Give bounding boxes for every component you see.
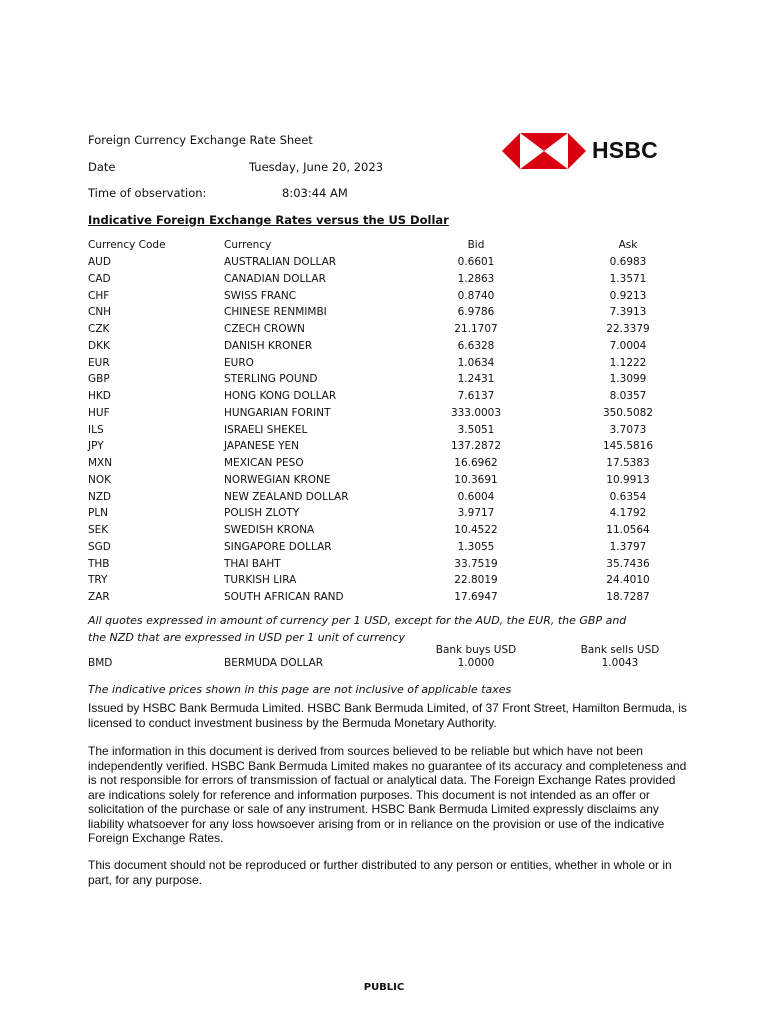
currency-code-cell: ZAR bbox=[88, 591, 110, 604]
currency-name-cell: HUNGARIAN FORINT bbox=[224, 406, 331, 419]
table-row bbox=[88, 539, 688, 556]
bid-cell: 10.4522 bbox=[454, 524, 498, 537]
currency-code-cell: ILS bbox=[88, 423, 104, 436]
bid-cell: 333.0003 bbox=[450, 406, 502, 419]
column-gap bbox=[528, 405, 568, 422]
bid-cell: 6.9786 bbox=[457, 306, 495, 319]
bid-cell: 0.6004 bbox=[457, 490, 495, 503]
quote-note-line-2: the NZD that are expressed in USD per 1 unit of currency bbox=[88, 631, 405, 644]
currency-code-cell: AUD bbox=[88, 256, 111, 269]
currency-code-cell: SGD bbox=[88, 540, 111, 553]
bid-cell: 3.9717 bbox=[457, 507, 495, 520]
currency-code-cell: TRY bbox=[88, 574, 108, 587]
column-gap bbox=[528, 589, 568, 606]
hsbc-logo bbox=[502, 133, 662, 169]
currency-code-cell: HUF bbox=[88, 406, 110, 419]
tax-note: The indicative prices shown in this page are not inclusive of applicable taxes bbox=[88, 683, 512, 696]
currency-code-cell: NOK bbox=[88, 473, 112, 486]
ask-cell: 4.1792 bbox=[609, 507, 647, 520]
bid-cell: 6.6328 bbox=[457, 339, 495, 352]
bid-cell: 0.8740 bbox=[457, 289, 495, 302]
table-row bbox=[88, 287, 688, 304]
currency-code-cell: GBP bbox=[88, 373, 110, 386]
bid-cell: 137.2872 bbox=[450, 440, 502, 453]
currency-name-cell: POLISH ZLOTY bbox=[224, 507, 300, 520]
bank-sells-header: Bank sells USD bbox=[580, 644, 660, 656]
column-gap bbox=[528, 488, 568, 505]
currency-name-cell: DANISH KRONER bbox=[224, 339, 313, 352]
ask-cell: 0.9213 bbox=[609, 289, 647, 302]
bid-cell: 33.7519 bbox=[454, 557, 498, 570]
currency-code-cell: CZK bbox=[88, 323, 110, 336]
issued-by-paragraph: Issued by HSBC Bank Bermuda Limited. HSBC Bank Bermuda Limited, of 37 Front Street, Hamilton Bermuda, is licensed to conduct investment business by the Bermuda Monetary Authority. bbox=[88, 701, 687, 730]
table-row bbox=[88, 455, 688, 472]
ask-cell: 7.0004 bbox=[609, 339, 647, 352]
bid-cell: 16.6962 bbox=[454, 457, 498, 470]
currency-code-cell: MXN bbox=[88, 457, 113, 470]
bid-cell: 3.5051 bbox=[457, 423, 495, 436]
column-gap bbox=[528, 438, 568, 455]
bid-cell: 17.6947 bbox=[454, 591, 498, 604]
currency-name-cell: ISRAELI SHEKEL bbox=[224, 423, 308, 436]
bid-cell: 22.8019 bbox=[454, 574, 498, 587]
bid-cell: 1.3055 bbox=[457, 540, 495, 553]
column-gap bbox=[528, 237, 568, 254]
column-gap bbox=[528, 388, 568, 405]
table-row bbox=[88, 338, 688, 355]
time-label: Time of observation: bbox=[88, 186, 207, 200]
hsbc-logo-text: HSBC bbox=[592, 137, 658, 163]
bid-cell: 21.1707 bbox=[454, 323, 498, 336]
header-ask: Ask bbox=[618, 239, 638, 252]
ask-cell: 1.1222 bbox=[609, 356, 647, 369]
column-gap bbox=[528, 455, 568, 472]
currency-code-cell: NZD bbox=[88, 490, 112, 503]
currency-name-cell: CHINESE RENMIMBI bbox=[224, 306, 327, 319]
table-row bbox=[88, 472, 688, 489]
currency-name-cell: TURKISH LIRA bbox=[224, 574, 297, 587]
currency-code-cell: DKK bbox=[88, 339, 110, 352]
currency-name-cell: SOUTH AFRICAN RAND bbox=[224, 591, 344, 604]
table-row bbox=[88, 505, 688, 522]
table-row bbox=[88, 354, 688, 371]
currency-code-cell: EUR bbox=[88, 356, 110, 369]
ask-cell: 7.3913 bbox=[609, 306, 647, 319]
classification-footer: PUBLIC bbox=[363, 982, 405, 993]
quote-note-line-1: All quotes expressed in amount of currency per 1 USD, except for the AUD, the EUR, the GBP and bbox=[88, 614, 627, 627]
table-row bbox=[88, 271, 688, 288]
header-bid: Bid bbox=[467, 239, 485, 252]
column-gap bbox=[528, 522, 568, 539]
table-row bbox=[88, 438, 688, 455]
ask-cell: 18.7287 bbox=[606, 591, 650, 604]
ask-cell: 24.4010 bbox=[606, 574, 650, 587]
table-row bbox=[88, 405, 688, 422]
ask-cell: 10.9913 bbox=[606, 473, 650, 486]
currency-code-cell: JPY bbox=[88, 440, 104, 453]
column-gap bbox=[528, 505, 568, 522]
column-gap bbox=[528, 371, 568, 388]
currency-code-cell: CAD bbox=[88, 272, 111, 285]
bid-cell: 7.6137 bbox=[457, 390, 495, 403]
currency-code-cell: SEK bbox=[88, 524, 109, 537]
table-row bbox=[88, 371, 688, 388]
ask-cell: 35.7436 bbox=[606, 557, 650, 570]
ask-cell: 22.3379 bbox=[606, 323, 650, 336]
table-row bbox=[88, 589, 688, 606]
bmd-code: BMD bbox=[88, 657, 113, 669]
date-value: Tuesday, June 20, 2023 bbox=[249, 160, 384, 174]
time-value: 8:03:44 AM bbox=[282, 186, 348, 200]
column-gap bbox=[528, 472, 568, 489]
currency-name-cell: NORWEGIAN KRONE bbox=[224, 473, 331, 486]
table-row bbox=[88, 388, 688, 405]
ask-cell: 350.5082 bbox=[602, 406, 654, 419]
table-row bbox=[88, 555, 688, 572]
currency-code-cell: PLN bbox=[88, 507, 109, 520]
column-gap bbox=[528, 338, 568, 355]
column-gap bbox=[528, 354, 568, 371]
ask-cell: 17.5383 bbox=[606, 457, 650, 470]
ask-cell: 0.6354 bbox=[609, 490, 647, 503]
currency-code-cell: CHF bbox=[88, 289, 110, 302]
currency-code-cell: THB bbox=[88, 557, 110, 570]
table-row bbox=[88, 488, 688, 505]
currency-code-cell: HKD bbox=[88, 390, 111, 403]
column-gap bbox=[528, 539, 568, 556]
bid-cell: 1.2431 bbox=[457, 373, 495, 386]
ask-cell: 1.3797 bbox=[609, 540, 647, 553]
currency-name-cell: SWISS FRANC bbox=[224, 289, 297, 302]
sheet-title: Foreign Currency Exchange Rate Sheet bbox=[88, 133, 313, 147]
header-currency-code: Currency Code bbox=[88, 239, 166, 252]
header-currency: Currency bbox=[224, 239, 272, 252]
bmd-sells: 1.0043 bbox=[601, 657, 639, 669]
distribution-paragraph: This document should not be reproduced or further distributed to any person or entities, whether in whole or in part, for any purpose. bbox=[88, 858, 672, 887]
table-row bbox=[88, 522, 688, 539]
column-gap bbox=[528, 421, 568, 438]
date-row bbox=[88, 160, 488, 176]
currency-name-cell: JAPANESE YEN bbox=[224, 440, 299, 453]
ask-cell: 1.3571 bbox=[609, 272, 647, 285]
rates-header-row bbox=[88, 237, 688, 254]
quote-note bbox=[88, 612, 626, 646]
hsbc-hexagon-icon bbox=[502, 133, 586, 169]
currency-name-cell: CANADIAN DOLLAR bbox=[224, 272, 326, 285]
column-gap bbox=[528, 555, 568, 572]
section-heading: Indicative Foreign Exchange Rates versus the US Dollar bbox=[88, 213, 449, 227]
disclaimer-paragraph: The information in this document is derived from sources believed to be reliable but which have not been independently verified. HSBC Bank Bermuda Limited makes no guarantee of its accuracy and completeness and is not responsible for errors of transmission of factual or analytical data. The Foreign Exchange Rates provided are indications solely for reference and information purposes. This document is not intended as an offer or solicitation of the purchase or sale of any instrument. HSBC Bank Bermuda Limited expressly disclaims any liability whatsoever for any loss howsoever arising from or in reliance on the provision or use of the indicative Foreign Exchange Rates. bbox=[88, 744, 687, 845]
column-gap bbox=[528, 321, 568, 338]
currency-name-cell: MEXICAN PESO bbox=[224, 457, 304, 470]
bid-cell: 0.6601 bbox=[457, 256, 495, 269]
bid-cell: 1.0634 bbox=[457, 356, 495, 369]
currency-name-cell: SINGAPORE DOLLAR bbox=[224, 540, 332, 553]
currency-code-cell: CNH bbox=[88, 306, 112, 319]
ask-cell: 8.0357 bbox=[609, 390, 647, 403]
rates-table bbox=[88, 237, 688, 606]
column-gap bbox=[528, 572, 568, 589]
date-label: Date bbox=[88, 160, 116, 174]
currency-name-cell: THAI BAHT bbox=[224, 557, 281, 570]
currency-name-cell: EURO bbox=[224, 356, 254, 369]
time-row bbox=[88, 186, 488, 202]
bmd-currency: BERMUDA DOLLAR bbox=[224, 657, 324, 669]
ask-cell: 0.6983 bbox=[609, 256, 647, 269]
currency-name-cell: STERLING POUND bbox=[224, 373, 318, 386]
table-row bbox=[88, 321, 688, 338]
ask-cell: 3.7073 bbox=[609, 423, 647, 436]
column-gap bbox=[528, 271, 568, 288]
column-gap bbox=[528, 287, 568, 304]
table-row bbox=[88, 572, 688, 589]
table-row bbox=[88, 421, 688, 438]
currency-name-cell: HONG KONG DOLLAR bbox=[224, 390, 337, 403]
currency-name-cell: NEW ZEALAND DOLLAR bbox=[224, 490, 349, 503]
column-gap bbox=[528, 304, 568, 321]
bid-cell: 10.3691 bbox=[454, 473, 498, 486]
bid-cell: 1.2863 bbox=[457, 272, 495, 285]
currency-name-cell: SWEDISH KRONA bbox=[224, 524, 315, 537]
bmd-buys: 1.0000 bbox=[457, 657, 495, 669]
table-row bbox=[88, 254, 688, 271]
currency-name-cell: CZECH CROWN bbox=[224, 323, 305, 336]
currency-name-cell: AUSTRALIAN DOLLAR bbox=[224, 256, 337, 269]
ask-cell: 1.3099 bbox=[609, 373, 647, 386]
ask-cell: 145.5816 bbox=[602, 440, 654, 453]
table-row bbox=[88, 304, 688, 321]
ask-cell: 11.0564 bbox=[606, 524, 650, 537]
bank-buys-header: Bank buys USD bbox=[435, 644, 517, 656]
column-gap bbox=[528, 254, 568, 271]
